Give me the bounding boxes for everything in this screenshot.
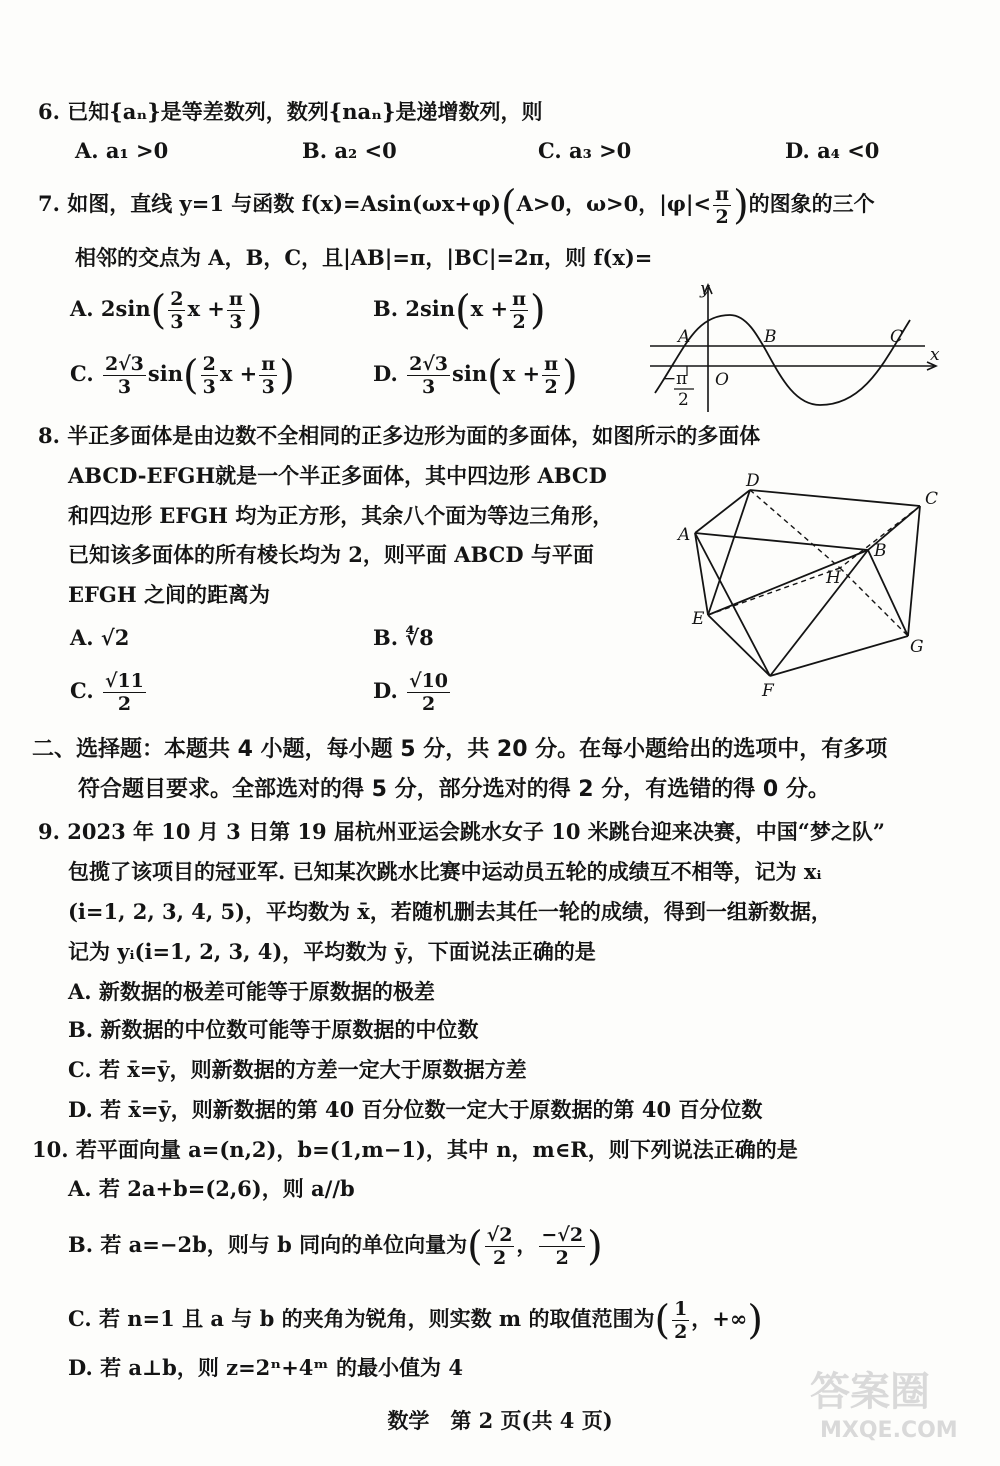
q10-option-a: A. 若 2a+b=(2,6)，则 a//b — [68, 1176, 355, 1201]
q8-option-c: C. $\frac{√11}{2}$ — [70, 670, 144, 715]
q7-pi-over-2: $\frac{\pi}{2}$ — [715, 183, 730, 228]
label-two: 2 — [678, 390, 689, 410]
q8-option-a: A. √2 — [70, 625, 130, 650]
q6-option-d: D. a₄ <0 — [785, 138, 880, 163]
vertex-h: H — [826, 568, 841, 588]
q7-stem-line2: 相邻的交点为 A，B，C，且|AB|=π，|BC|=2π，则 f(x)= — [75, 245, 653, 270]
q7-sine-figure — [640, 280, 945, 415]
label-pi: π — [676, 369, 688, 389]
label-c: C — [890, 327, 904, 347]
label-x: x — [930, 345, 940, 365]
vertex-f: F — [762, 681, 774, 701]
label-y: y — [700, 280, 710, 299]
q6-option-c: C. a₃ >0 — [538, 138, 632, 163]
q8-option-d: D. $\frac{√10}{2}$ — [373, 670, 449, 715]
q6-option-b: B. a₂ <0 — [302, 138, 397, 163]
vertex-b: B — [874, 541, 887, 561]
section-2-line2: 符合题目要求。全部选对的得 5 分，部分选对的得 2 分，有选错的得 0 分。 — [78, 777, 830, 802]
q7-option-c: C. $\frac{2√3}{3}$ sin( $\frac{2}{3}$ x + $\frac{\pi}{3}$ ) — [70, 352, 295, 399]
q8-polyhedron-figure — [670, 468, 950, 703]
vertex-c: C — [925, 489, 939, 509]
q9-option-c: C. 若 x̄=ȳ，则新数据的方差一定大于原数据方差 — [68, 1057, 527, 1082]
q10-stem: 10. 若平面向量 a=(n,2)，b=(1,m−1)，其中 n，m∈R，则下列说法正确的是 — [32, 1137, 798, 1162]
q9-option-b: B. 新数据的中位数可能等于原数据的中位数 — [68, 1017, 479, 1042]
q10-option-b: B. 若 a=−2b，则与 b 同向的单位向量为( $\frac{√2}{2}$ ， $\frac{-√2}{2}$ ) — [68, 1223, 603, 1270]
vertex-d: D — [746, 471, 760, 491]
q7-paren-open: ( — [500, 182, 517, 229]
label-neg: − — [662, 369, 677, 389]
section-2-line1: 二、选择题：本题共 4 小题，每小题 5 分，共 20 分。在每小题给出的选项中，有多项 — [32, 737, 888, 762]
q7-stem-text: 7. 如图，直线 y=1 与函数 f(x)=Asin(ωx+φ) — [38, 191, 501, 216]
q9-option-a: A. 新数据的极差可能等于原数据的极差 — [68, 979, 435, 1004]
q9-line1: 9. 2023 年 10 月 3 日第 19 届杭州亚运会跳水女子 10 米跳台迎来决赛，中国“梦之队” — [38, 819, 885, 844]
q9-line3: (i=1, 2, 3, 4, 5)，平均数为 x̄，若随机删去其任一轮的成绩，得到一组新数据， — [68, 899, 832, 924]
q6-option-a: A. a₁ >0 — [75, 138, 169, 163]
q6-stem: 6. 已知{aₙ}是等差数列，数列{naₙ}是递增数列，则 — [38, 99, 543, 124]
q8-line1: 8. 半正多面体是由边数不全相同的正多边形为面的多面体，如图所示的多面体 — [38, 423, 761, 448]
q7-stem-tail: 的图象的三个 — [748, 191, 875, 216]
label-a: A — [678, 327, 691, 347]
q8-option-b: B. ∜8 — [373, 625, 434, 650]
q7-option-d: D. $\frac{2√3}{3}$ sin(x + $\frac{\pi}{2}$ ) — [373, 352, 578, 399]
watermark-logo: 答案圈 — [810, 1369, 930, 1415]
q7-stem-cond: A>0，ω>0，|φ|< — [516, 191, 712, 216]
q7-option-a: A. 2sin( $\frac{2}{3}$ x + $\frac{\pi}{3}$ ) — [70, 287, 263, 334]
polyhedron-hidden-edges — [708, 490, 920, 636]
vertex-a: A — [678, 525, 691, 545]
vertex-e: E — [692, 609, 705, 629]
q7-paren-close: ) — [733, 182, 749, 229]
q9-line4: 记为 yᵢ(i=1, 2, 3, 4)，平均数为 ȳ，下面说法正确的是 — [68, 939, 596, 964]
sine-curve — [655, 315, 910, 405]
label-origin: O — [715, 370, 729, 390]
polyhedron-solid-edges — [695, 490, 920, 676]
label-b: B — [764, 327, 777, 347]
q8-line3: 和四边形 EFGH 均为正方形，其余八个面为等边三角形， — [68, 503, 614, 528]
q9-option-d: D. 若 x̄=ȳ，则新数据的第 40 百分位数一定大于原数据的第 40 百分位数 — [68, 1097, 763, 1122]
q10-option-d: D. 若 a⊥b，则 z=2ⁿ+4ᵐ 的最小值为 4 — [68, 1355, 463, 1380]
page-footer: 数学 第 2 页(共 4 页) — [387, 1408, 613, 1433]
q8-line5: EFGH 之间的距离为 — [68, 582, 271, 607]
q7-option-b: B. 2sin(x + $\frac{\pi}{2}$ ) — [373, 287, 546, 334]
q9-line2: 包揽了该项目的冠亚军. 已知某次跳水比赛中运动员五轮的成绩互不相等，记为 xᵢ — [68, 859, 822, 884]
vertex-g: G — [910, 637, 924, 657]
watermark-url: MXQE.COM — [820, 1418, 958, 1443]
q8-line2: ABCD-EFGH就是一个半正多面体，其中四边形 ABCD — [68, 463, 607, 488]
q7-stem-line1 — [38, 183, 875, 228]
q10-option-c: C. 若 n=1 且 a 与 b 的夹角为锐角，则实数 m 的取值范围为( $\frac{1}{2}$ ，+∞) — [68, 1297, 763, 1344]
q8-line4: 已知该多面体的所有棱长均为 2，则平面 ABCD 与平面 — [68, 542, 594, 567]
